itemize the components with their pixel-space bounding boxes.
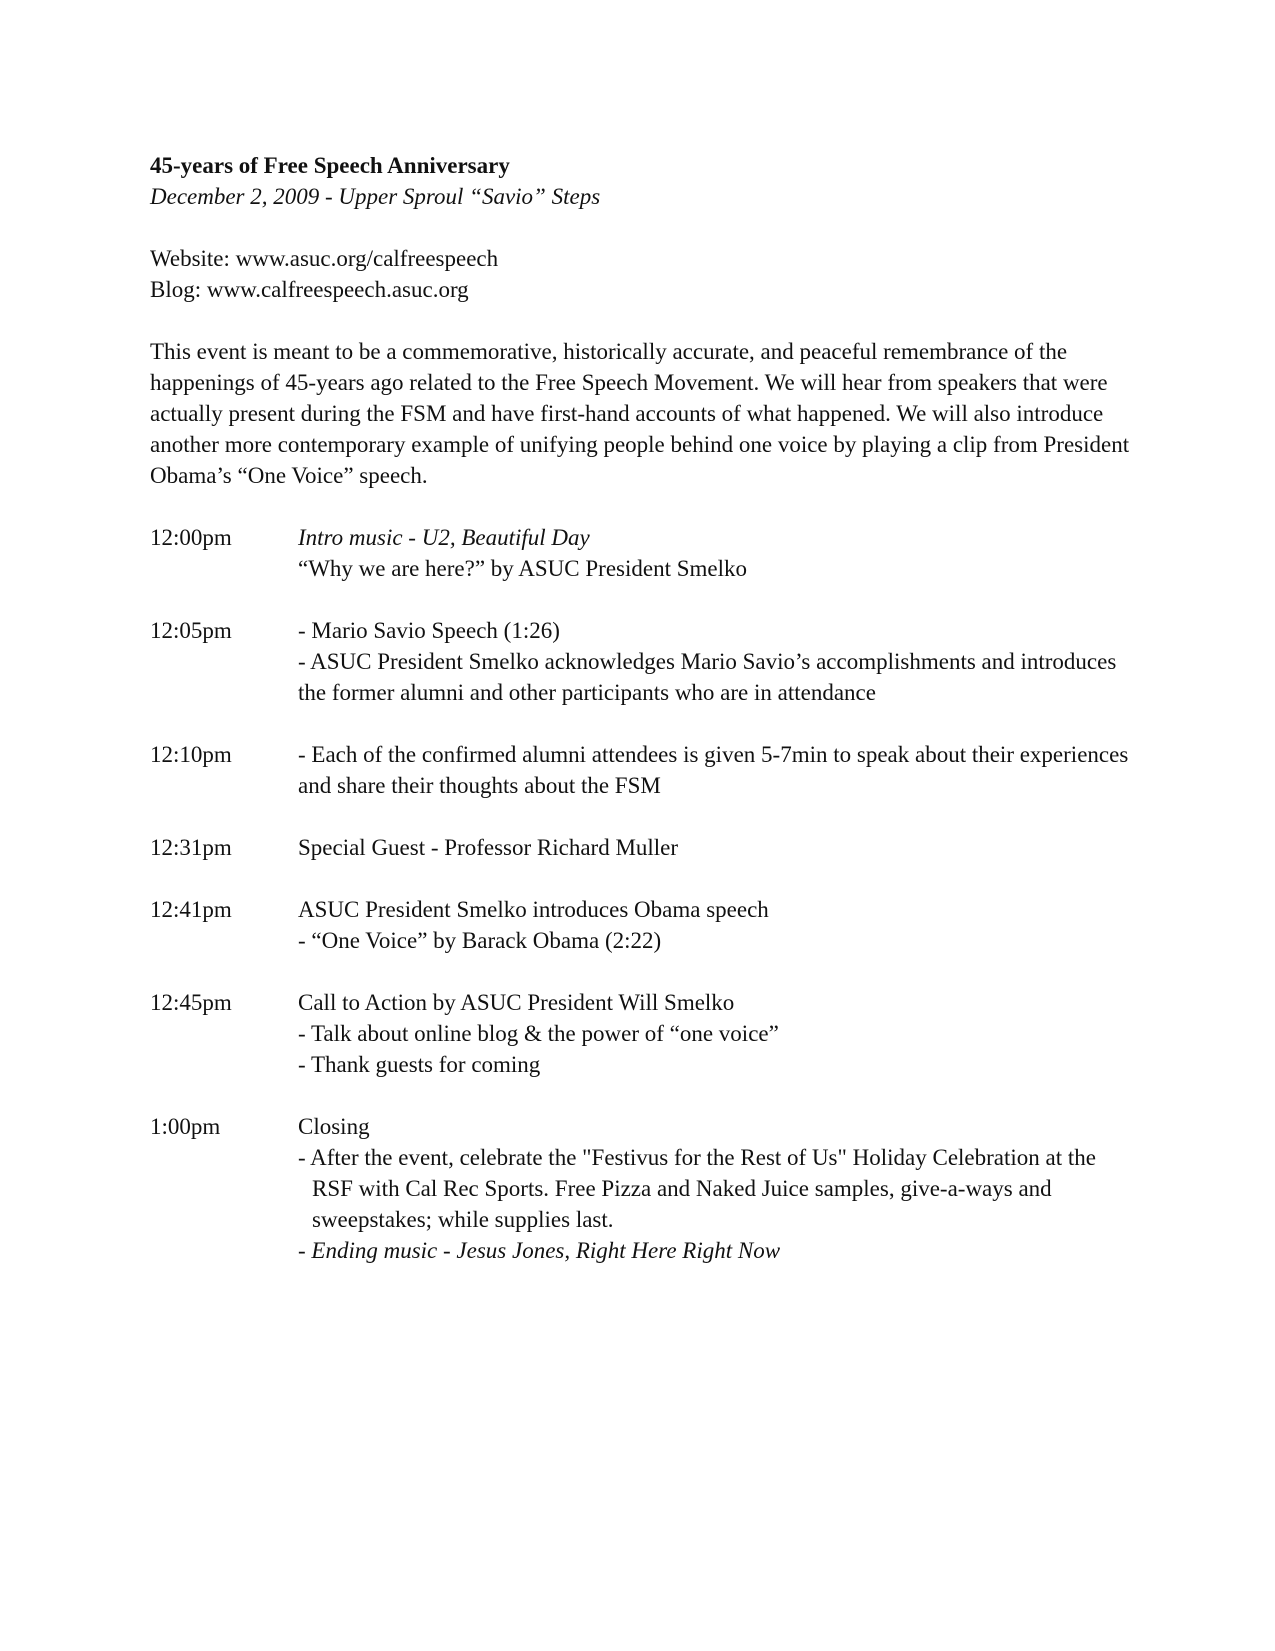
links-block xyxy=(150,243,1130,305)
schedule-time: 1:00pm xyxy=(150,1114,221,1139)
schedule-details xyxy=(298,987,1130,1080)
schedule-row-1245 xyxy=(150,987,1130,1080)
schedule-row-1200 xyxy=(150,522,1130,584)
schedule-line: - ASUC President Smelko acknowledges Mario Savio’s accomplishments and introduces the former alumni and other participants who are in attendance xyxy=(298,649,1117,705)
schedule-line: - Mario Savio Speech (1:26) xyxy=(298,618,560,643)
schedule-details xyxy=(298,522,1130,584)
schedule-row-1231 xyxy=(150,832,1130,863)
schedule-line: ASUC President Smelko introduces Obama speech xyxy=(298,897,769,922)
schedule-time: 12:31pm xyxy=(150,835,232,860)
schedule-details xyxy=(298,615,1130,708)
schedule-time: 12:45pm xyxy=(150,990,232,1015)
schedule-line: Intro music - U2, Beautiful Day xyxy=(298,525,590,550)
schedule-row-1210 xyxy=(150,739,1130,801)
schedule-line: - Ending music - Jesus Jones, Right Here Right Now xyxy=(298,1238,781,1263)
schedule-line: Closing xyxy=(298,1114,370,1139)
document-page xyxy=(150,150,1130,1297)
blog-link: Blog: www.calfreespeech.asuc.org xyxy=(150,277,469,302)
schedule-time: 12:10pm xyxy=(150,742,232,767)
document-title: 45-years of Free Speech Anniversary xyxy=(150,153,510,178)
schedule-time: 12:00pm xyxy=(150,525,232,550)
schedule-details xyxy=(298,739,1130,801)
schedule-row-1205 xyxy=(150,615,1130,708)
schedule-details xyxy=(298,832,1130,863)
schedule-row-1241 xyxy=(150,894,1130,956)
schedule-time: 12:41pm xyxy=(150,897,232,922)
schedule xyxy=(150,522,1130,1266)
schedule-time: 12:05pm xyxy=(150,618,232,643)
schedule-line: Call to Action by ASUC President Will Smelko xyxy=(298,990,735,1015)
schedule-line: - Each of the confirmed alumni attendees is given 5-7min to speak about their experiences and share their thoughts about the FSM xyxy=(298,742,1129,798)
schedule-line: - After the event, celebrate the "Festivus for the Rest of Us" Holiday Celebration at the RSF with Cal Rec Sports. Free Pizza and Naked Juice samples, give-a-ways and sweepstakes; while supplies last. xyxy=(298,1145,1096,1232)
schedule-line: - Talk about online blog & the power of “one voice” xyxy=(298,1021,779,1046)
schedule-details xyxy=(298,1111,1130,1266)
event-date-location: December 2, 2009 - Upper Sproul “Savio” Steps xyxy=(150,184,601,209)
schedule-line: - Thank guests for coming xyxy=(298,1052,541,1077)
event-description: This event is meant to be a commemorative, historically accurate, and peaceful remembrance of the happenings of 45-years ago related to the Free Speech Movement. We will hear from speakers that were actually present during the FSM and have first-hand accounts of what happened. We will also introduce another more contemporary example of unifying people behind one voice by playing a clip from President Obama’s “One Voice” speech. xyxy=(150,339,1130,488)
schedule-row-100 xyxy=(150,1111,1130,1266)
website-link: Website: www.asuc.org/calfreespeech xyxy=(150,246,499,271)
schedule-line: Special Guest - Professor Richard Muller xyxy=(298,835,679,860)
schedule-line: “Why we are here?” by ASUC President Smelko xyxy=(298,556,748,581)
schedule-line: - “One Voice” by Barack Obama (2:22) xyxy=(298,928,662,953)
schedule-details xyxy=(298,894,1130,956)
